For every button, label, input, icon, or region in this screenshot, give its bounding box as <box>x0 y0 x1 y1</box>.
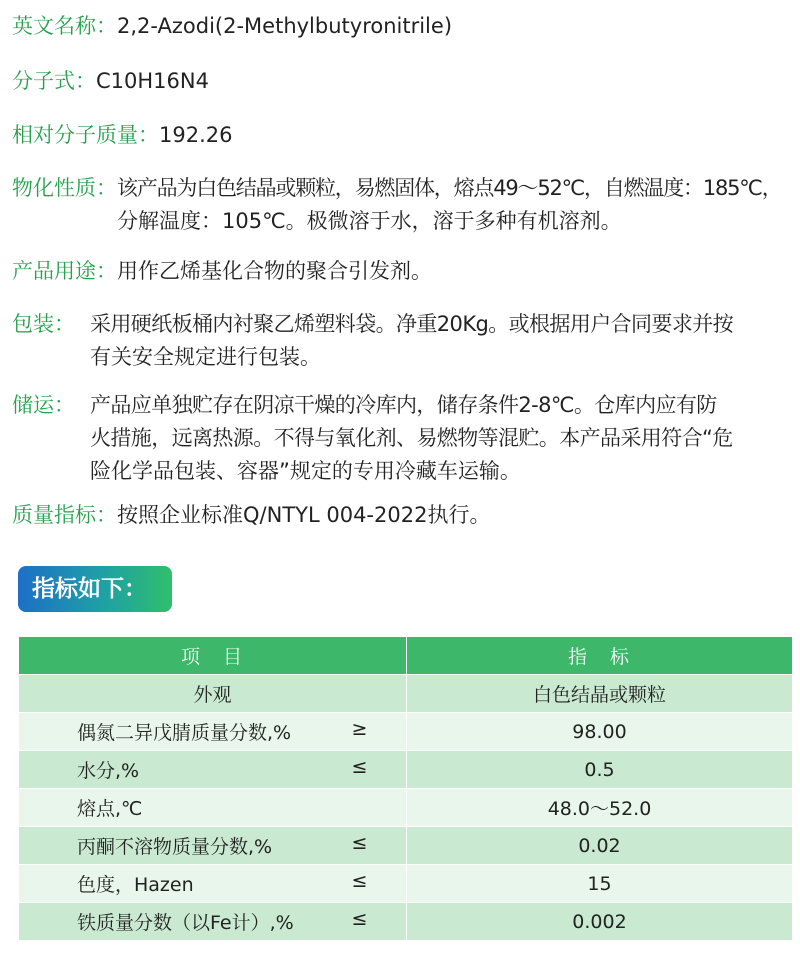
row-value: 48.0～52.0 <box>407 789 793 827</box>
info-value <box>90 308 790 374</box>
info-value <box>90 389 790 488</box>
info-value <box>96 65 790 98</box>
row-item <box>19 865 407 903</box>
row-item-label: 偶氮二异戊腈质量分数,% <box>77 722 292 744</box>
row-item-label: 丙酮不溶物质量分数,% <box>77 836 273 858</box>
info-label: 质量指标： <box>12 503 117 527</box>
info-label: 包装： <box>12 312 75 336</box>
row-comparator: ≤ <box>351 870 368 892</box>
info-line: 火措施，远离热源。不得与氧化剂、易燃物等混贮。本产品采用符合“危 <box>90 426 733 450</box>
row-value: 98.00 <box>407 713 793 751</box>
info-label: 分子式： <box>12 69 96 93</box>
table-row <box>19 903 793 941</box>
row-comparator: ≤ <box>351 908 368 930</box>
row-value: 白色结晶或颗粒 <box>407 675 793 713</box>
info-line: 险化学品包装、容器”规定的专用冷藏车运输。 <box>90 459 521 483</box>
row-item <box>19 789 407 827</box>
info-line: C10H16N4 <box>96 69 209 93</box>
table-row <box>19 751 793 789</box>
info-row-quality <box>12 499 790 532</box>
info-value <box>117 499 790 532</box>
info-row-properties <box>12 172 790 238</box>
table-row <box>19 827 793 865</box>
info-row-molecular-weight <box>12 119 790 152</box>
info-line: 用作乙烯基化合物的聚合引发剂。 <box>117 259 432 283</box>
info-label: 储运： <box>12 393 75 417</box>
header-spec: 指 标 <box>407 637 793 675</box>
row-value: 15 <box>407 865 793 903</box>
row-item <box>19 751 407 789</box>
row-item-label: 熔点,℃ <box>77 798 143 820</box>
info-label: 产品用途： <box>12 259 117 283</box>
row-comparator: ≤ <box>351 832 368 854</box>
table-row <box>19 789 793 827</box>
info-value <box>159 119 790 152</box>
row-item-label: 铁质量分数（以Fe计）,% <box>77 912 294 934</box>
row-item-label: 水分,% <box>77 760 140 782</box>
info-line: 192.26 <box>159 123 233 147</box>
info-value <box>117 172 790 238</box>
info-line: 分解温度：105℃。极微溶于水，溶于多种有机溶剂。 <box>117 209 622 233</box>
table-row <box>19 865 793 903</box>
table-row <box>19 675 793 713</box>
info-row-storage <box>12 389 790 488</box>
info-label: 相对分子质量： <box>12 123 159 147</box>
row-item <box>19 713 407 751</box>
info-label: 英文名称： <box>12 14 117 38</box>
info-row-english-name <box>12 10 790 43</box>
info-line: 产品应单独贮存在阴凉干燥的冷库内，储存条件2-8℃。仓库内应有防 <box>90 393 717 417</box>
info-row-usage <box>12 255 790 288</box>
info-line: 该产品为白色结晶或颗粒，易燃固体，熔点49～52℃，自燃温度：185℃， <box>117 176 782 200</box>
info-value <box>117 10 790 43</box>
info-row-packaging <box>12 308 790 374</box>
table-header-row <box>19 637 793 675</box>
row-value: 0.5 <box>407 751 793 789</box>
row-item <box>19 903 407 941</box>
row-value: 0.02 <box>407 827 793 865</box>
info-row-formula <box>12 65 790 98</box>
row-item <box>19 827 407 865</box>
spec-table <box>18 636 793 941</box>
table-row <box>19 713 793 751</box>
info-value <box>117 255 790 288</box>
info-line: 2,2-Azodi(2-Methylbutyronitrile) <box>117 14 453 38</box>
info-line: 采用硬纸板桶内衬聚乙烯塑料袋。净重20Kg。或根据用户合同要求并按 <box>90 312 734 336</box>
info-label: 物化性质： <box>12 176 117 200</box>
spec-heading-badge: 指标如下： <box>18 566 172 612</box>
header-item: 项 目 <box>19 637 407 675</box>
row-item-label: 色度，Hazen <box>77 874 194 896</box>
row-comparator: ≥ <box>351 718 368 740</box>
row-item: 外观 <box>19 675 407 713</box>
row-comparator: ≤ <box>351 756 368 778</box>
info-line: 按照企业标准Q/NTYL 004-2022执行。 <box>117 503 491 527</box>
info-line: 有关安全规定进行包装。 <box>90 345 321 369</box>
row-value: 0.002 <box>407 903 793 941</box>
